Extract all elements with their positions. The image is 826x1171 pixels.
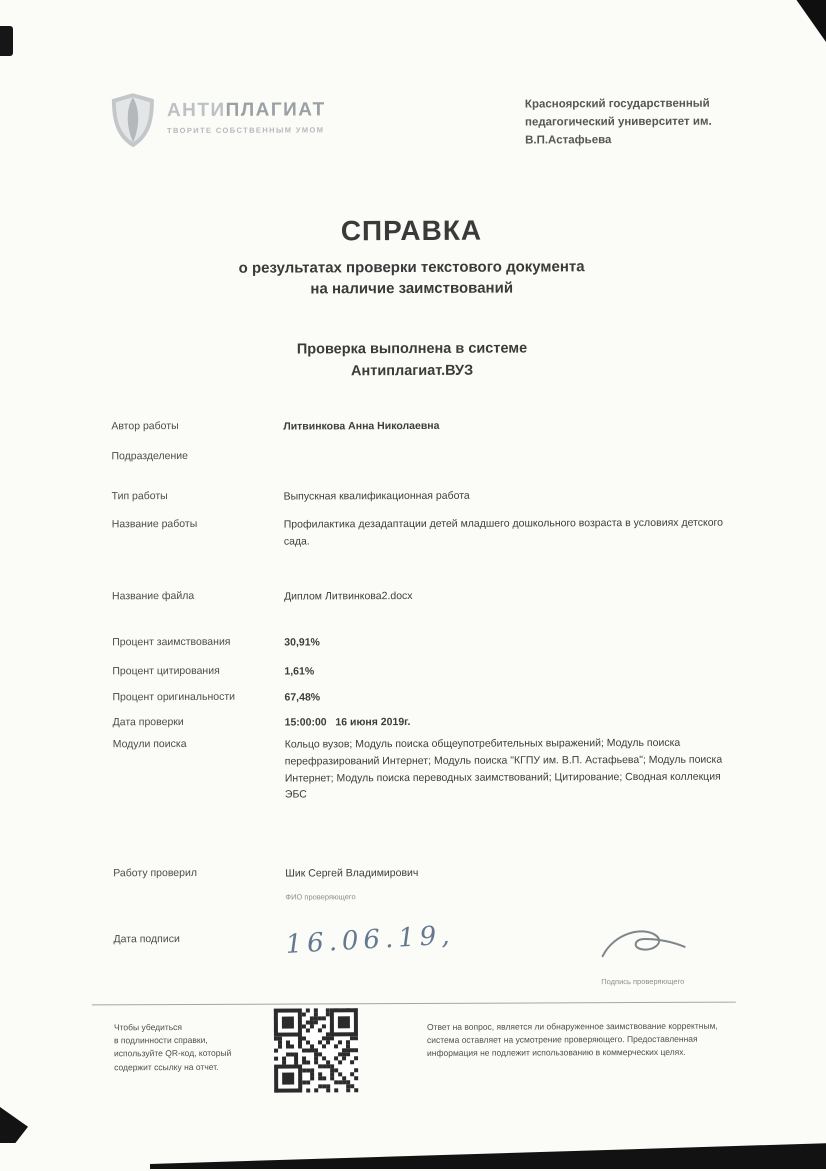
field-label-original-percent: Процент оригинальности: [112, 691, 236, 704]
scan-artifact-top-left: [0, 26, 13, 56]
field-value-search-modules: Кольцо вузов; Модуль поиска общеупотребительных выражений; Модуль поиска перефразирований Интернет; Модуль поиска "КГПУ им. В.П. Астафьева"; Модуль поиска Интернет; Модуль поиска переводных заимствований; Цитирование; Сводная коллекция ЭБС: [284, 736, 723, 801]
field-label-checked-by: Работу проверил: [113, 867, 198, 880]
field-row-citation-percent: [112, 661, 732, 681]
system-line2: Антиплагиат.ВУЗ: [350, 363, 474, 380]
field-label-citation-percent: Процент цитирования: [112, 664, 220, 677]
field-row-author: [111, 417, 731, 437]
field-row-checked-by: [113, 864, 733, 905]
university-line-1: Красноярский государственный: [524, 97, 710, 111]
logo-text: [167, 100, 326, 135]
checked-by-name: Шик Сергей Владимирович: [285, 867, 419, 880]
university-line-2: педагогический университет им.: [524, 115, 712, 129]
field-row-original-percent: [112, 688, 732, 708]
qr-finder-top-left: [274, 1008, 302, 1036]
shield-logo-icon: [110, 91, 156, 154]
field-value-work-title: Профилактика дезадаптации детей младшего дошкольного возраста в условиях детского сада.: [283, 516, 724, 548]
field-value-author: Литвинкова Анна Николаевна: [283, 419, 440, 433]
logo-brand: [167, 100, 326, 120]
document-subtitle-line2: на наличие заимствований: [310, 279, 514, 298]
field-row-check-date: [113, 713, 733, 733]
logo-brand-anti: АНТИ: [166, 99, 226, 122]
field-label-borrowed-percent: Процент заимствования: [112, 635, 231, 649]
disclaimer-text: Ответ на вопрос, является ли обнаруженное заимствование корректным, система оставляет на усмотрение проверяющего. Предоставленная информация не подлежит использованию в коммерческих целях.: [426, 1020, 718, 1059]
fields-section: [111, 417, 734, 1003]
qr-finder-bottom-left: [274, 1064, 302, 1092]
handwritten-sign-date: 16.06.19,: [284, 920, 456, 960]
antiplagiat-logo: [110, 90, 326, 154]
university-name: [525, 96, 735, 150]
field-label-work-type: Тип работы: [111, 489, 168, 502]
field-row-file-name: [112, 587, 732, 607]
checked-by-note: ФИО проверяющего: [285, 892, 356, 902]
field-label-search-modules: Модули поиска: [112, 737, 187, 751]
logo-tagline: ТВОРИТЕ СОБСТВЕННЫМ УМОМ: [166, 125, 325, 136]
system-line1: Проверка выполнена в системе: [296, 340, 528, 358]
field-label-sign-date: Дата подписи: [113, 932, 180, 946]
field-value-original-percent: 67,48%: [284, 691, 321, 704]
qr-code: [274, 1008, 358, 1092]
field-label-author: Автор работы: [111, 420, 179, 433]
field-row-department: [111, 446, 731, 464]
field-value-work-type: Выпускная квалификационная работа: [283, 489, 470, 503]
document-subtitle-line1: о результатах проверки текстового документа: [238, 258, 585, 277]
field-value-department: [283, 446, 723, 448]
university-line-3: В.П.Астафьева: [525, 133, 612, 147]
field-label-file-name: Название файла: [112, 589, 195, 603]
field-row-search-modules: [113, 735, 733, 805]
document-title: СПРАВКА: [340, 214, 483, 247]
logo-brand-plagiat: ПЛАГИАТ: [225, 99, 326, 121]
signature-icon: [596, 924, 688, 966]
signature-caption: Подпись проверяющего: [601, 976, 685, 987]
qr-hint-text: Чтобы убедиться в подлинности справки, используйте QR-код, который содержит ссылку на отчет.: [113, 1022, 232, 1072]
field-row-sign-date: [113, 920, 734, 1003]
field-row-borrowed-percent: [112, 632, 732, 652]
field-label-work-title: Название работы: [111, 518, 198, 531]
field-row-work-title: [112, 515, 732, 551]
field-value-file-name: Диплом Литвинкова2.docx: [284, 589, 413, 603]
signature-block: [596, 924, 688, 986]
field-row-work-type: [112, 486, 732, 506]
title-block: [0, 213, 825, 301]
field-label-check-date: Дата проверки: [112, 716, 184, 729]
field-value-checked-by: [285, 864, 725, 904]
field-label-department: Подразделение: [111, 449, 188, 463]
field-value-borrowed-percent: 30,91%: [284, 636, 320, 649]
divider-line: [92, 1002, 736, 1006]
qr-finder-top-right: [330, 1008, 358, 1036]
system-block: [0, 336, 825, 385]
field-value-citation-percent: 1,61%: [284, 664, 315, 678]
field-value-check-date: 15:00:00 16 июня 2019г.: [284, 716, 411, 729]
